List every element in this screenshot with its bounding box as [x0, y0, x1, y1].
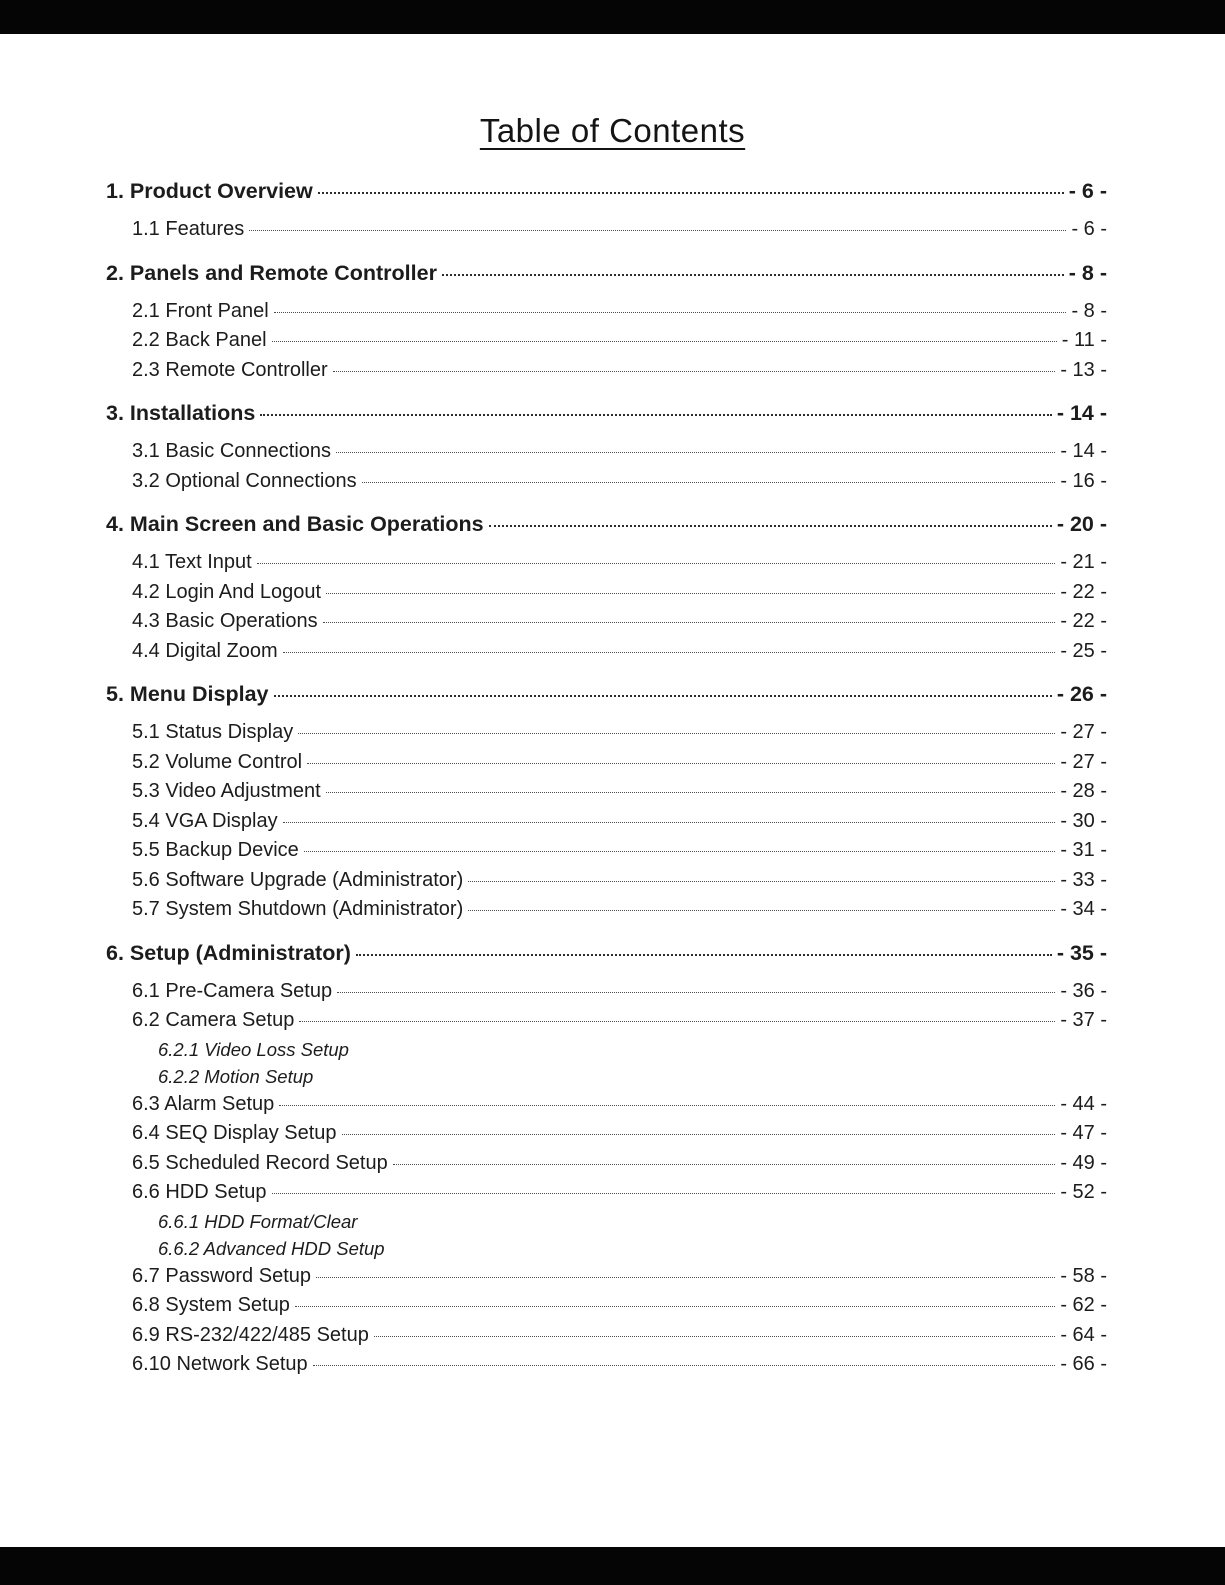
dotted-leader — [304, 851, 1056, 852]
toc-entry-label: 4.2 Login And Logout — [132, 580, 322, 603]
toc-entry-page-number: - 58 - — [1060, 1264, 1107, 1287]
toc-entry-page-number: - 8 - — [1068, 260, 1107, 285]
toc-entry-label: 6.5 Scheduled Record Setup — [132, 1151, 388, 1174]
toc-entry-page-number: - 33 - — [1060, 868, 1107, 891]
toc-entry — [106, 1208, 1107, 1235]
toc-entry-label: 2.2 Back Panel — [132, 329, 267, 351]
dotted-leader — [336, 452, 1055, 453]
toc-entry-page-number: - 20 - — [1056, 512, 1107, 536]
toc-entry-page-number: - 21 - — [1060, 551, 1107, 573]
toc-entry-page-number: - 28 - — [1060, 780, 1107, 802]
dotted-leader — [274, 312, 1067, 313]
toc-entry-label: 5.7 System Shutdown (Administrator) — [132, 898, 464, 920]
toc-entry — [106, 467, 1107, 497]
toc-entry-page-number: - 37 - — [1060, 1009, 1107, 1031]
dotted-leader — [283, 652, 1056, 653]
toc-entry-label: 6.2 Camera Setup — [132, 1009, 295, 1031]
toc-entry-label: 6.6 HDD Setup — [132, 1181, 267, 1203]
dotted-leader — [249, 230, 1066, 231]
toc-entry-page-number: - 35 - — [1056, 940, 1107, 965]
toc-entry — [106, 807, 1107, 837]
toc-entry-label: 3.1 Basic Connections — [132, 440, 332, 462]
toc-entry-page-number: - 11 - — [1061, 329, 1107, 351]
toc-entry-label: 4. Main Screen and Basic Operations — [106, 512, 484, 536]
toc-entry — [106, 1262, 1107, 1292]
toc-entry — [106, 509, 1107, 539]
toc-entry-label: 6.2.1 Video Loss Setup — [158, 1038, 349, 1060]
toc-entry — [106, 1291, 1107, 1321]
toc-entry-label: 6.4 SEQ Display Setup — [132, 1122, 337, 1144]
dotted-leader — [337, 992, 1055, 993]
toc-entry-page-number: - 30 - — [1060, 809, 1107, 832]
toc-entry — [106, 1090, 1107, 1120]
toc-entry — [106, 1063, 1107, 1090]
toc-entry — [106, 1149, 1107, 1179]
toc-entry-label: 2. Panels and Remote Controller — [106, 260, 437, 285]
dotted-leader — [326, 792, 1056, 793]
toc-entry-label: 2.3 Remote Controller — [132, 358, 328, 381]
toc-entry — [106, 718, 1107, 748]
toc-entry-page-number: - 44 - — [1060, 1092, 1107, 1115]
dotted-leader — [442, 274, 1064, 276]
toc-entry — [106, 356, 1107, 386]
toc-entry — [106, 176, 1107, 206]
dotted-leader — [362, 482, 1056, 483]
toc-entry-label: 6.8 System Setup — [132, 1294, 290, 1316]
toc-entry — [106, 607, 1107, 637]
toc-entry-page-number: - 22 - — [1060, 610, 1107, 632]
toc-entry-page-number: - 13 - — [1060, 358, 1107, 381]
toc-entry — [106, 1119, 1107, 1149]
dotted-leader — [307, 763, 1055, 764]
dotted-leader — [393, 1164, 1056, 1165]
toc-list — [106, 176, 1107, 1380]
toc-entry-page-number: - 34 - — [1060, 898, 1107, 920]
toc-entry — [106, 578, 1107, 608]
toc-entry-label: 5.4 VGA Display — [132, 809, 278, 832]
toc-entry-label: 5.5 Backup Device — [132, 839, 299, 861]
toc-entry-label: 5. Menu Display — [106, 682, 269, 706]
toc-entry-label: 6.6.2 Advanced HDD Setup — [158, 1237, 385, 1259]
toc-entry-page-number: - 62 - — [1060, 1294, 1107, 1316]
toc-entry-label: 4.1 Text Input — [132, 551, 252, 573]
dotted-leader — [272, 1193, 1056, 1194]
dotted-leader — [318, 192, 1064, 194]
toc-entry-label: 2.1 Front Panel — [132, 299, 269, 322]
toc-entry — [106, 1178, 1107, 1208]
toc-entry-page-number: - 22 - — [1060, 580, 1107, 603]
toc-entry — [106, 326, 1107, 356]
dotted-leader — [489, 525, 1052, 527]
dotted-leader — [356, 954, 1052, 956]
top-edge-bar — [0, 0, 1225, 34]
toc-entry — [106, 398, 1107, 428]
toc-entry — [106, 1350, 1107, 1380]
toc-entry — [106, 258, 1107, 288]
toc-entry-page-number: - 27 - — [1060, 721, 1107, 743]
dotted-leader — [323, 622, 1056, 623]
toc-entry-page-number: - 14 - — [1060, 440, 1107, 462]
toc-entry-label: 4.4 Digital Zoom — [132, 639, 278, 662]
toc-entry — [106, 777, 1107, 807]
toc-entry — [106, 895, 1107, 925]
dotted-leader — [326, 593, 1055, 594]
dotted-leader — [342, 1134, 1056, 1135]
toc-entry — [106, 866, 1107, 896]
toc-entry-page-number: - 26 - — [1056, 682, 1107, 706]
toc-entry — [106, 637, 1107, 667]
dotted-leader — [316, 1277, 1055, 1278]
toc-entry-page-number: - 6 - — [1068, 179, 1107, 203]
dotted-leader — [333, 371, 1056, 372]
toc-entry-label: 6.9 RS-232/422/485 Setup — [132, 1323, 369, 1346]
page-title: Table of Contents — [479, 112, 746, 149]
toc-entry-label: 3. Installations — [106, 401, 256, 425]
toc-entry — [106, 836, 1107, 866]
toc-entry-label: 5.3 Video Adjustment — [132, 780, 321, 802]
toc-entry — [106, 215, 1107, 245]
toc-entry-page-number: - 31 - — [1060, 839, 1107, 861]
toc-entry — [106, 1235, 1107, 1262]
toc-entry — [106, 977, 1107, 1007]
toc-entry-page-number: - 52 - — [1060, 1181, 1107, 1203]
toc-entry-label: 4.3 Basic Operations — [132, 610, 318, 632]
dotted-leader — [279, 1105, 1055, 1106]
toc-entry-label: 6.10 Network Setup — [132, 1353, 308, 1375]
toc-entry-page-number: - 49 - — [1060, 1151, 1107, 1174]
toc-entry-page-number: - 27 - — [1060, 750, 1107, 773]
toc-entry-page-number: - 14 - — [1056, 401, 1107, 425]
toc-entry — [106, 1321, 1107, 1351]
toc-entry — [106, 679, 1107, 709]
toc-entry-label: 1. Product Overview — [106, 179, 313, 203]
toc-entry-page-number: - 25 - — [1060, 639, 1107, 662]
dotted-leader — [468, 910, 1055, 911]
dotted-leader — [295, 1306, 1055, 1307]
toc-entry-label: 6.3 Alarm Setup — [132, 1092, 275, 1115]
dotted-leader — [257, 563, 1056, 564]
toc-entry-label: 5.1 Status Display — [132, 721, 294, 743]
dotted-leader — [313, 1365, 1056, 1366]
toc-entry — [106, 548, 1107, 578]
toc-entry-label: 5.6 Software Upgrade (Administrator) — [132, 868, 464, 891]
dotted-leader — [272, 341, 1057, 342]
toc-entry-page-number: - 64 - — [1060, 1323, 1107, 1346]
toc-entry — [106, 938, 1107, 968]
toc-entry-page-number: - 6 - — [1071, 218, 1107, 240]
toc-entry-label: 6.1 Pre-Camera Setup — [132, 979, 333, 1002]
toc-entry-page-number: - 47 - — [1060, 1122, 1107, 1144]
bottom-edge-bar — [0, 1547, 1225, 1585]
toc-entry-label: 6.7 Password Setup — [132, 1264, 311, 1287]
toc-entry-label: 6. Setup (Administrator) — [106, 940, 351, 965]
toc-entry-label: 3.2 Optional Connections — [132, 469, 357, 492]
toc-entry-label: 6.2.2 Motion Setup — [158, 1065, 314, 1087]
toc-entry — [106, 748, 1107, 778]
toc-entry-page-number: - 8 - — [1071, 299, 1107, 322]
dotted-leader — [298, 733, 1055, 734]
dotted-leader — [260, 414, 1051, 416]
toc-entry-page-number: - 66 - — [1060, 1353, 1107, 1375]
dotted-leader — [299, 1021, 1055, 1022]
dotted-leader — [283, 822, 1056, 823]
toc-entry — [106, 1036, 1107, 1063]
dotted-leader — [374, 1336, 1055, 1337]
toc-entry-label: 5.2 Volume Control — [132, 750, 303, 773]
toc-entry — [106, 297, 1107, 327]
toc-entry — [106, 437, 1107, 467]
dotted-leader — [468, 881, 1055, 882]
toc-entry-page-number: - 36 - — [1060, 979, 1107, 1002]
toc-entry — [106, 1006, 1107, 1036]
toc-entry-page-number: - 16 - — [1060, 469, 1107, 492]
toc-entry-label: 6.6.1 HDD Format/Clear — [158, 1210, 358, 1232]
dotted-leader — [274, 695, 1052, 697]
toc-entry-label: 1.1 Features — [132, 218, 245, 240]
